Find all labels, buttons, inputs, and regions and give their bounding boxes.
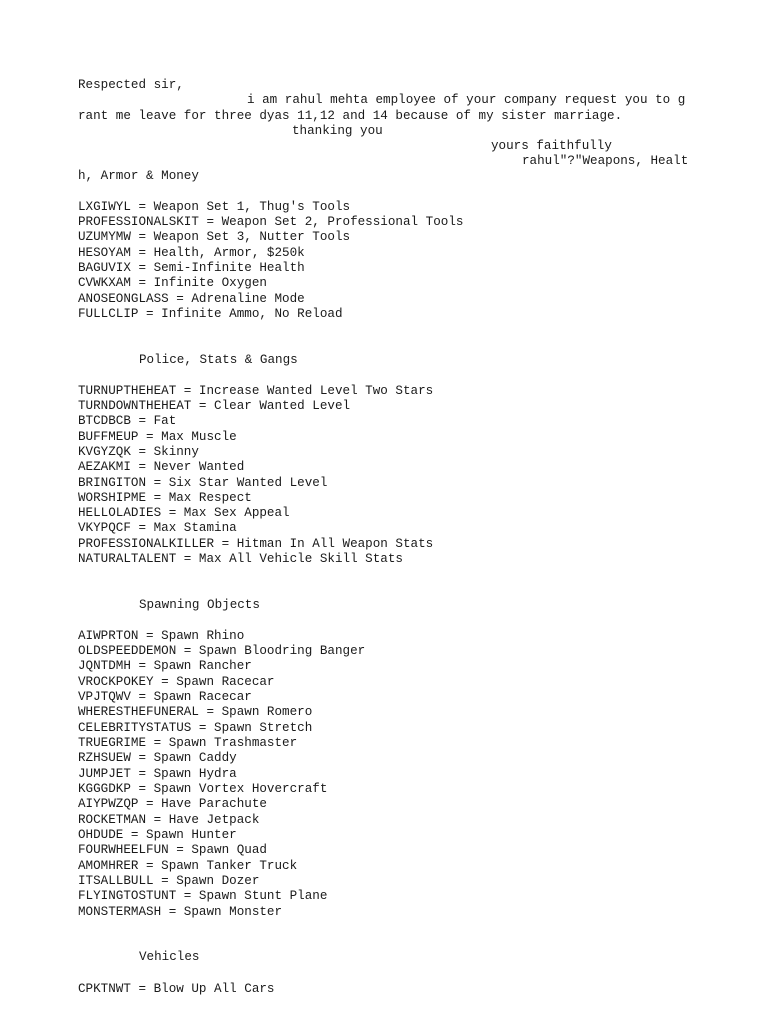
cheat-line: LXGIWYL = Weapon Set 1, Thug's Tools bbox=[78, 200, 351, 214]
cheat-line: AMOMHRER = Spawn Tanker Truck bbox=[78, 859, 298, 873]
cheat-line: FLYINGTOSTUNT = Spawn Stunt Plane bbox=[78, 889, 328, 903]
cheat-line: AIWPRTON = Spawn Rhino bbox=[78, 629, 245, 643]
cheat-line: AEZAKMI = Never Wanted bbox=[78, 460, 245, 474]
section-heading-spawning: Spawning Objects bbox=[139, 598, 260, 612]
cheat-line: KGGGDKP = Spawn Vortex Hovercraft bbox=[78, 782, 328, 796]
letter-body-line-1: i am rahul mehta employee of your company request you to g bbox=[247, 93, 686, 107]
cheat-line: PROFESSIONALKILLER = Hitman In All Weapon Stats bbox=[78, 537, 434, 551]
cheat-line: PROFESSIONALSKIT = Weapon Set 2, Professional Tools bbox=[78, 215, 464, 229]
cheat-line: NATURALTALENT = Max All Vehicle Skill Stats bbox=[78, 552, 403, 566]
section-heading-vehicles: Vehicles bbox=[139, 950, 200, 964]
cheat-line: OLDSPEEDDEMON = Spawn Bloodring Banger bbox=[78, 644, 366, 658]
cheat-line: HELLOLADIES = Max Sex Appeal bbox=[78, 506, 290, 520]
cheat-line: VROCKPOKEY = Spawn Racecar bbox=[78, 675, 275, 689]
cheat-line: HESOYAM = Health, Armor, $250k bbox=[78, 246, 305, 260]
cheat-line: JQNTDMH = Spawn Rancher bbox=[78, 659, 252, 673]
cheat-line: ANOSEONGLASS = Adrenaline Mode bbox=[78, 292, 305, 306]
letter-thanks: thanking you bbox=[292, 124, 383, 138]
letter-salutation: Respected sir, bbox=[78, 78, 184, 92]
cheat-line: WORSHIPME = Max Respect bbox=[78, 491, 252, 505]
cheat-line: RZHSUEW = Spawn Caddy bbox=[78, 751, 237, 765]
cheat-line: TRUEGRIME = Spawn Trashmaster bbox=[78, 736, 298, 750]
section-heading-police: Police, Stats & Gangs bbox=[139, 353, 298, 367]
letter-body-line-2: rant me leave for three dyas 11,12 and 14 because of my sister marriage. bbox=[78, 109, 623, 123]
cheat-line: AIYPWZQP = Have Parachute bbox=[78, 797, 267, 811]
cheat-line: UZUMYMW = Weapon Set 3, Nutter Tools bbox=[78, 230, 351, 244]
letter-signature: rahul"?"Weapons, Healt bbox=[522, 154, 689, 168]
cheat-line: CELEBRITYSTATUS = Spawn Stretch bbox=[78, 721, 313, 735]
cheat-line: ITSALLBULL = Spawn Dozer bbox=[78, 874, 260, 888]
cheat-line: CVWKXAM = Infinite Oxygen bbox=[78, 276, 267, 290]
cheat-line: FOURWHEELFUN = Spawn Quad bbox=[78, 843, 267, 857]
cheat-line: BRINGITON = Six Star Wanted Level bbox=[78, 476, 328, 490]
cheat-line: OHDUDE = Spawn Hunter bbox=[78, 828, 237, 842]
cheat-line: MONSTERMASH = Spawn Monster bbox=[78, 905, 283, 919]
cheat-line: BTCDBCB = Fat bbox=[78, 414, 177, 428]
cheat-line: CPKTNWT = Blow Up All Cars bbox=[78, 982, 275, 996]
letter-closing: yours faithfully bbox=[491, 139, 612, 153]
cheat-line: FULLCLIP = Infinite Ammo, No Reload bbox=[78, 307, 343, 321]
cheat-line: ROCKETMAN = Have Jetpack bbox=[78, 813, 260, 827]
cheat-line: BAGUVIX = Semi-Infinite Health bbox=[78, 261, 305, 275]
cheat-line: VPJTQWV = Spawn Racecar bbox=[78, 690, 252, 704]
cheat-line: VKYPQCF = Max Stamina bbox=[78, 521, 237, 535]
cheat-line: TURNUPTHEHEAT = Increase Wanted Level Two Stars bbox=[78, 384, 434, 398]
cheat-line: BUFFMEUP = Max Muscle bbox=[78, 430, 237, 444]
cheat-line: JUMPJET = Spawn Hydra bbox=[78, 767, 237, 781]
cheat-line: KVGYZQK = Skinny bbox=[78, 445, 199, 459]
cheat-line: TURNDOWNTHEHEAT = Clear Wanted Level bbox=[78, 399, 351, 413]
section-heading-weapons: h, Armor & Money bbox=[78, 169, 199, 183]
cheat-line: WHERESTHEFUNERAL = Spawn Romero bbox=[78, 705, 313, 719]
